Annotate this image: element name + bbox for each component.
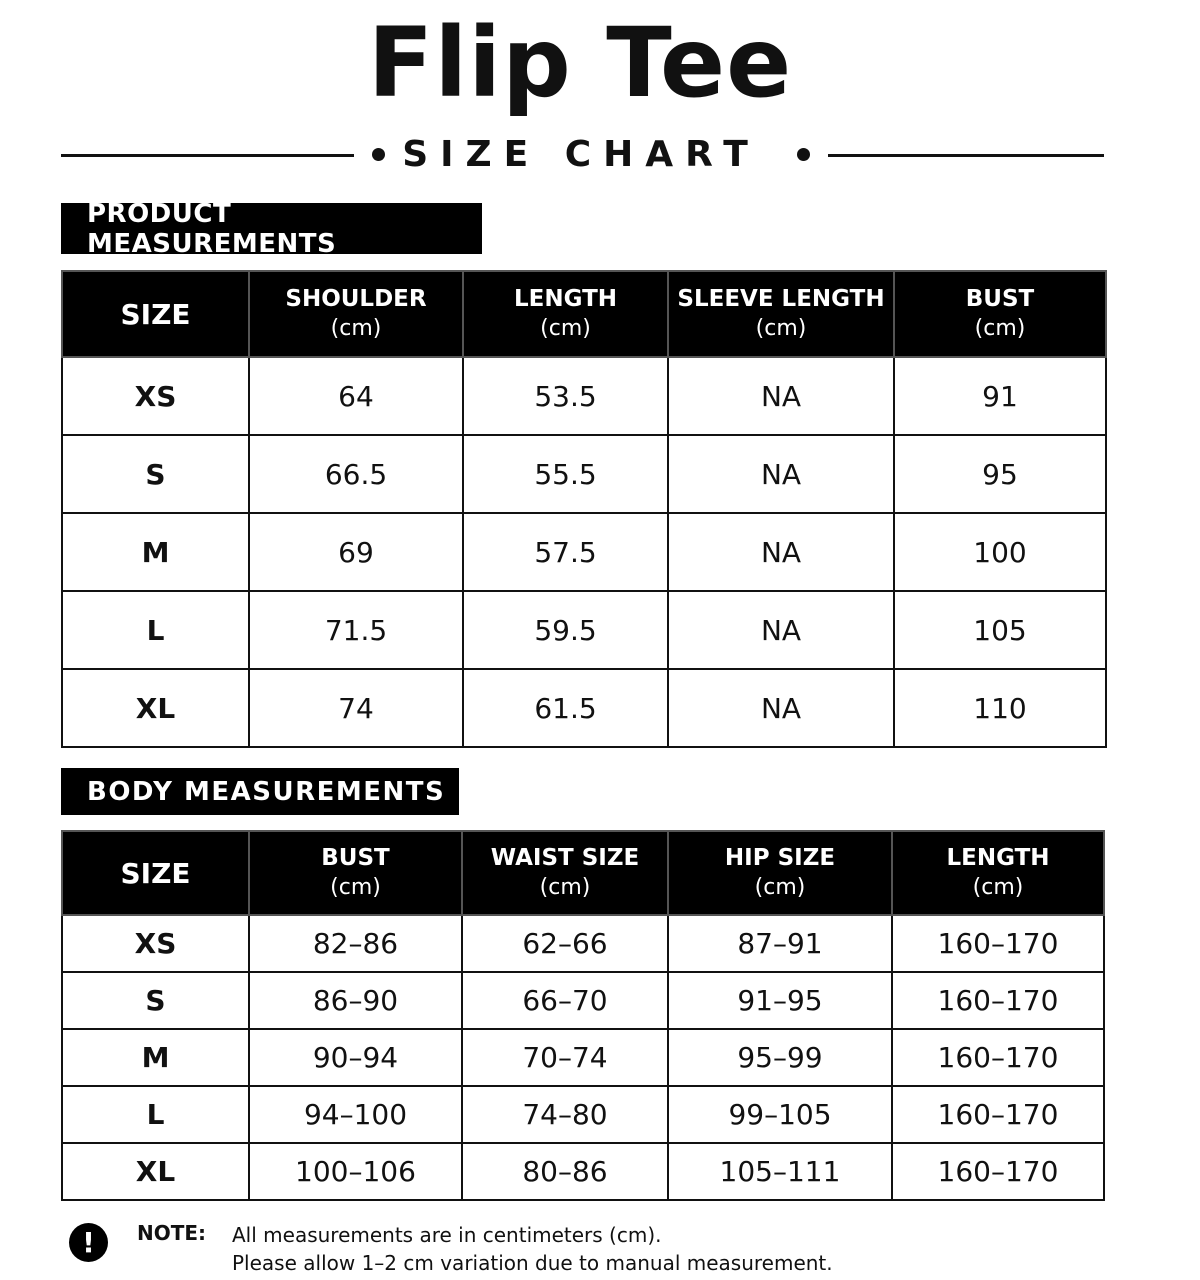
column-header-label: HIP SIZE xyxy=(724,845,836,871)
note-line: Please allow 1–2 cm variation due to manual measurement. xyxy=(232,1251,833,1275)
size-cell: L xyxy=(62,1086,249,1143)
column-header-bust xyxy=(249,831,462,915)
size-cell: XL xyxy=(62,1143,249,1200)
column-header-unit: (cm) xyxy=(540,316,591,341)
column-header-unit: (cm) xyxy=(330,875,381,900)
table-cell: 66–70 xyxy=(462,972,668,1029)
size-cell: S xyxy=(62,435,249,513)
divider-left xyxy=(61,154,354,157)
size-cell: S xyxy=(62,972,249,1029)
column-header-unit: (cm) xyxy=(755,316,807,341)
table-cell: 69 xyxy=(249,513,463,591)
table-row xyxy=(62,1143,1104,1200)
column-header-unit: (cm) xyxy=(330,316,382,341)
note xyxy=(69,1218,1169,1276)
table-row xyxy=(62,357,1106,435)
column-header-unit: (cm) xyxy=(972,875,1024,900)
size-cell: L xyxy=(62,591,249,669)
column-header-size: SIZE xyxy=(62,831,249,915)
column-header-sleeve-length xyxy=(668,271,894,357)
table-row xyxy=(62,435,1106,513)
table-cell: 100–106 xyxy=(249,1143,462,1200)
column-header-size: SIZE xyxy=(62,271,249,357)
bullet-right xyxy=(797,148,810,161)
table-cell: 57.5 xyxy=(463,513,668,591)
table-cell: 110 xyxy=(894,669,1106,747)
table-cell: 160–170 xyxy=(892,1143,1104,1200)
table-cell: 53.5 xyxy=(463,357,668,435)
table-cell: NA xyxy=(668,669,894,747)
table-header-row xyxy=(62,271,1106,357)
table-cell: NA xyxy=(668,513,894,591)
subtitle: SIZE CHART xyxy=(402,134,760,175)
table-cell: 160–170 xyxy=(892,1029,1104,1086)
column-header-label: SHOULDER xyxy=(285,286,427,312)
table-cell: 91–95 xyxy=(668,972,892,1029)
table-row xyxy=(62,513,1106,591)
column-header-label: SLEEVE LENGTH xyxy=(677,286,885,312)
table-cell: 74–80 xyxy=(462,1086,668,1143)
table-row xyxy=(62,915,1104,972)
column-header-label: BUST xyxy=(321,845,390,871)
table-cell: 66.5 xyxy=(249,435,463,513)
size-cell: XS xyxy=(62,357,249,435)
table-cell: 160–170 xyxy=(892,972,1104,1029)
column-header-unit: (cm) xyxy=(754,875,806,900)
table-cell: 61.5 xyxy=(463,669,668,747)
column-header-unit: (cm) xyxy=(974,316,1026,341)
divider-right xyxy=(828,154,1104,157)
size-cell: XS xyxy=(62,915,249,972)
table-cell: 62–66 xyxy=(462,915,668,972)
table-row xyxy=(62,972,1104,1029)
column-header-label: WAIST SIZE xyxy=(490,845,640,871)
table-cell: 80–86 xyxy=(462,1143,668,1200)
column-header-label: BUST xyxy=(965,286,1035,312)
table-cell: 90–94 xyxy=(249,1029,462,1086)
table-cell: NA xyxy=(668,591,894,669)
table-cell: NA xyxy=(668,435,894,513)
column-header-shoulder xyxy=(249,271,463,357)
table-cell: 160–170 xyxy=(892,915,1104,972)
table-row xyxy=(62,591,1106,669)
column-header-length xyxy=(892,831,1104,915)
table-cell: 105–111 xyxy=(668,1143,892,1200)
body-measurements-table xyxy=(61,830,1105,1201)
table-row xyxy=(62,1086,1104,1143)
exclamation-icon: ! xyxy=(69,1223,108,1262)
body-measurements-label: BODY MEASUREMENTS xyxy=(61,768,459,815)
size-cell: XL xyxy=(62,669,249,747)
table-cell: 100 xyxy=(894,513,1106,591)
table-cell: 95 xyxy=(894,435,1106,513)
column-header-hip-size xyxy=(668,831,892,915)
table-cell: 94–100 xyxy=(249,1086,462,1143)
page-title: Flip Tee xyxy=(367,7,793,119)
table-cell: 70–74 xyxy=(462,1029,668,1086)
product-measurements-label: PRODUCT MEASUREMENTS xyxy=(61,203,482,254)
table-cell: 99–105 xyxy=(668,1086,892,1143)
size-cell: M xyxy=(62,1029,249,1086)
subtitle-row xyxy=(61,135,1104,175)
table-cell: 160–170 xyxy=(892,1086,1104,1143)
column-header-length xyxy=(463,271,668,357)
note-label: NOTE: xyxy=(137,1221,207,1245)
table-row xyxy=(62,1029,1104,1086)
table-cell: 71.5 xyxy=(249,591,463,669)
table-header-row xyxy=(62,831,1104,915)
table-cell: 82–86 xyxy=(249,915,462,972)
column-header-label: LENGTH xyxy=(946,845,1050,871)
bullet-left xyxy=(372,148,385,161)
table-cell: 64 xyxy=(249,357,463,435)
table-cell: 91 xyxy=(894,357,1106,435)
table-cell: 86–90 xyxy=(249,972,462,1029)
product-measurements-table xyxy=(61,270,1107,748)
note-line: All measurements are in centimeters (cm). xyxy=(232,1223,662,1247)
table-cell: 105 xyxy=(894,591,1106,669)
column-header-unit: (cm) xyxy=(539,875,591,900)
table-cell: 55.5 xyxy=(463,435,668,513)
table-row xyxy=(62,669,1106,747)
size-cell: M xyxy=(62,513,249,591)
column-header-bust xyxy=(894,271,1106,357)
table-cell: 87–91 xyxy=(668,915,892,972)
table-cell: 74 xyxy=(249,669,463,747)
column-header-label: LENGTH xyxy=(513,286,618,312)
table-cell: 95–99 xyxy=(668,1029,892,1086)
table-cell: NA xyxy=(668,357,894,435)
column-header-waist-size xyxy=(462,831,668,915)
note-text xyxy=(232,1221,833,1277)
table-cell: 59.5 xyxy=(463,591,668,669)
